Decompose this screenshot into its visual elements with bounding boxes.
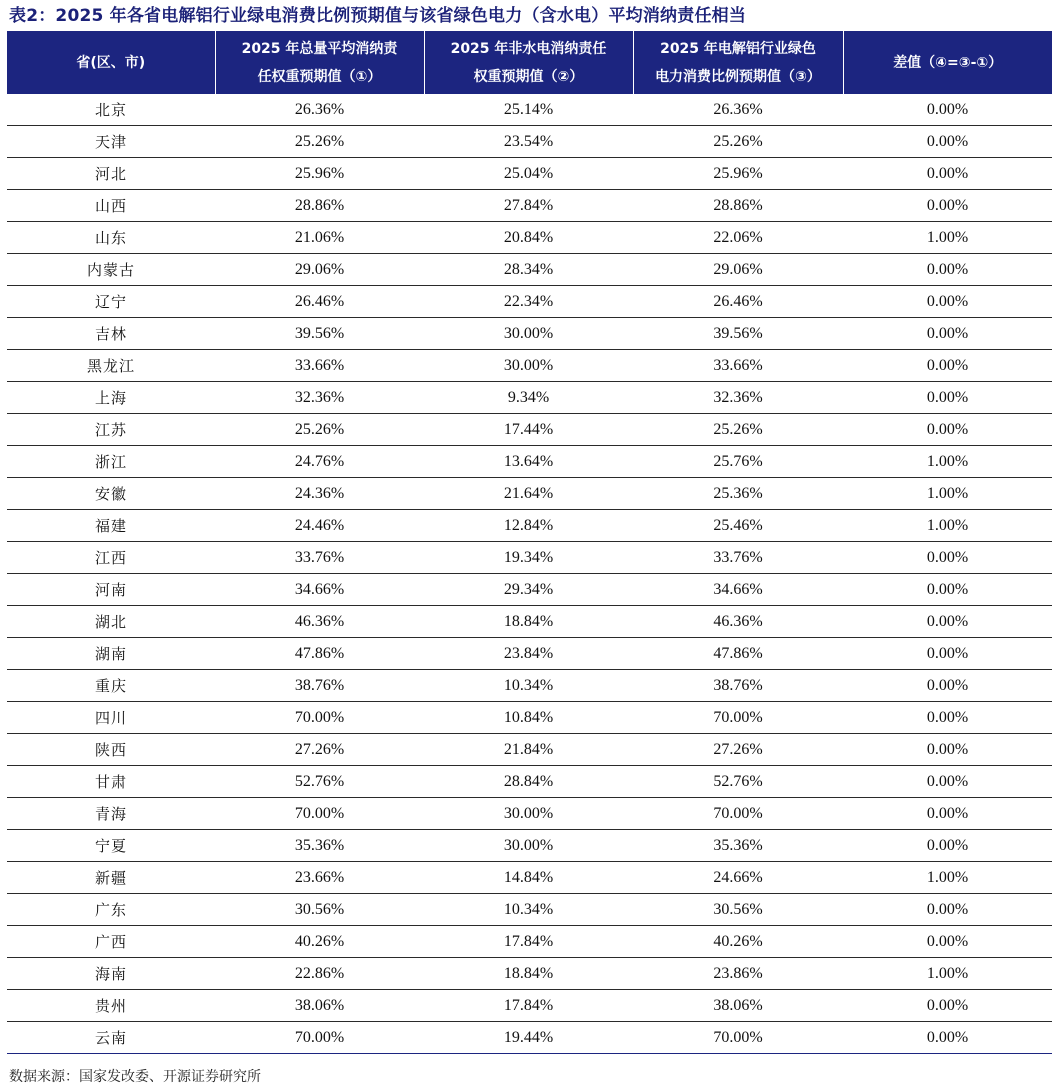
- header-aluminum-green-ratio-line1: 2025 年电解铝行业绿色: [660, 40, 816, 57]
- cell-province: 贵州: [7, 990, 215, 1022]
- cell-total-weight: 24.36%: [215, 478, 424, 510]
- cell-nonhydro-weight: 20.84%: [424, 222, 633, 254]
- cell-nonhydro-weight: 19.44%: [424, 1022, 633, 1054]
- table-row: [7, 638, 1052, 670]
- cell-province: 吉林: [7, 318, 215, 350]
- cell-province: 湖南: [7, 638, 215, 670]
- cell-aluminum-green-ratio: 70.00%: [633, 798, 843, 830]
- cell-aluminum-green-ratio: 39.56%: [633, 318, 843, 350]
- cell-province: 河南: [7, 574, 215, 606]
- cell-province: 黑龙江: [7, 350, 215, 382]
- header-row: [7, 31, 1052, 94]
- cell-total-weight: 52.76%: [215, 766, 424, 798]
- cell-nonhydro-weight: 21.64%: [424, 478, 633, 510]
- cell-difference: 0.00%: [843, 798, 1052, 830]
- cell-difference: 0.00%: [843, 638, 1052, 670]
- cell-total-weight: 33.66%: [215, 350, 424, 382]
- header-difference-label: 差值（④=③-①）: [893, 54, 1003, 71]
- cell-nonhydro-weight: 19.34%: [424, 542, 633, 574]
- table-row: [7, 734, 1052, 766]
- cell-total-weight: 70.00%: [215, 798, 424, 830]
- cell-nonhydro-weight: 23.54%: [424, 126, 633, 158]
- table-row: [7, 318, 1052, 350]
- cell-total-weight: 70.00%: [215, 1022, 424, 1054]
- cell-total-weight: 39.56%: [215, 318, 424, 350]
- data-table: [7, 31, 1052, 1054]
- cell-aluminum-green-ratio: 46.36%: [633, 606, 843, 638]
- cell-nonhydro-weight: 30.00%: [424, 798, 633, 830]
- cell-difference: 0.00%: [843, 574, 1052, 606]
- cell-province: 福建: [7, 510, 215, 542]
- cell-difference: 1.00%: [843, 510, 1052, 542]
- cell-aluminum-green-ratio: 25.46%: [633, 510, 843, 542]
- cell-total-weight: 28.86%: [215, 190, 424, 222]
- cell-nonhydro-weight: 30.00%: [424, 350, 633, 382]
- cell-aluminum-green-ratio: 32.36%: [633, 382, 843, 414]
- cell-total-weight: 40.26%: [215, 926, 424, 958]
- cell-aluminum-green-ratio: 22.06%: [633, 222, 843, 254]
- cell-nonhydro-weight: 10.34%: [424, 670, 633, 702]
- header-total-weight: [215, 31, 424, 94]
- cell-difference: 0.00%: [843, 766, 1052, 798]
- cell-difference: 0.00%: [843, 1022, 1052, 1054]
- cell-province: 海南: [7, 958, 215, 990]
- header-nonhydro-weight-line2: 权重预期值（②）: [473, 68, 584, 85]
- table-row: [7, 350, 1052, 382]
- header-province-label: 省(区、市): [76, 54, 146, 71]
- cell-province: 甘肃: [7, 766, 215, 798]
- cell-nonhydro-weight: 22.34%: [424, 286, 633, 318]
- table-row: [7, 158, 1052, 190]
- table-row: [7, 542, 1052, 574]
- cell-nonhydro-weight: 21.84%: [424, 734, 633, 766]
- cell-difference: 1.00%: [843, 958, 1052, 990]
- cell-difference: 0.00%: [843, 158, 1052, 190]
- cell-aluminum-green-ratio: 23.86%: [633, 958, 843, 990]
- table-row: [7, 478, 1052, 510]
- cell-total-weight: 23.66%: [215, 862, 424, 894]
- table-row: [7, 94, 1052, 126]
- cell-nonhydro-weight: 10.34%: [424, 894, 633, 926]
- cell-aluminum-green-ratio: 26.46%: [633, 286, 843, 318]
- cell-aluminum-green-ratio: 40.26%: [633, 926, 843, 958]
- cell-nonhydro-weight: 23.84%: [424, 638, 633, 670]
- header-nonhydro-weight: [424, 31, 633, 94]
- cell-difference: 0.00%: [843, 990, 1052, 1022]
- cell-total-weight: 25.96%: [215, 158, 424, 190]
- cell-nonhydro-weight: 17.44%: [424, 414, 633, 446]
- table-row: [7, 958, 1052, 990]
- cell-aluminum-green-ratio: 25.96%: [633, 158, 843, 190]
- cell-total-weight: 30.56%: [215, 894, 424, 926]
- cell-province: 江苏: [7, 414, 215, 446]
- cell-aluminum-green-ratio: 52.76%: [633, 766, 843, 798]
- cell-province: 天津: [7, 126, 215, 158]
- cell-difference: 0.00%: [843, 542, 1052, 574]
- header-province: [7, 31, 215, 94]
- table-row: [7, 798, 1052, 830]
- table-row: [7, 446, 1052, 478]
- cell-province: 河北: [7, 158, 215, 190]
- cell-difference: 1.00%: [843, 222, 1052, 254]
- cell-total-weight: 27.26%: [215, 734, 424, 766]
- cell-nonhydro-weight: 28.34%: [424, 254, 633, 286]
- cell-aluminum-green-ratio: 29.06%: [633, 254, 843, 286]
- table-row: [7, 990, 1052, 1022]
- cell-nonhydro-weight: 30.00%: [424, 318, 633, 350]
- table-row: [7, 926, 1052, 958]
- cell-aluminum-green-ratio: 26.36%: [633, 94, 843, 126]
- cell-nonhydro-weight: 9.34%: [424, 382, 633, 414]
- cell-difference: 0.00%: [843, 382, 1052, 414]
- cell-aluminum-green-ratio: 25.36%: [633, 478, 843, 510]
- cell-nonhydro-weight: 25.14%: [424, 94, 633, 126]
- table-row: [7, 894, 1052, 926]
- cell-difference: 0.00%: [843, 606, 1052, 638]
- cell-nonhydro-weight: 29.34%: [424, 574, 633, 606]
- header-total-weight-line2: 任权重预期值（①）: [257, 68, 382, 85]
- header-difference: [843, 31, 1052, 94]
- cell-difference: 1.00%: [843, 446, 1052, 478]
- cell-difference: 0.00%: [843, 350, 1052, 382]
- cell-difference: 0.00%: [843, 926, 1052, 958]
- cell-difference: 1.00%: [843, 478, 1052, 510]
- cell-difference: 0.00%: [843, 286, 1052, 318]
- cell-aluminum-green-ratio: 35.36%: [633, 830, 843, 862]
- cell-province: 陕西: [7, 734, 215, 766]
- cell-aluminum-green-ratio: 28.86%: [633, 190, 843, 222]
- cell-difference: 0.00%: [843, 894, 1052, 926]
- cell-province: 重庆: [7, 670, 215, 702]
- cell-nonhydro-weight: 17.84%: [424, 990, 633, 1022]
- cell-total-weight: 29.06%: [215, 254, 424, 286]
- cell-province: 广东: [7, 894, 215, 926]
- cell-aluminum-green-ratio: 38.76%: [633, 670, 843, 702]
- cell-aluminum-green-ratio: 30.56%: [633, 894, 843, 926]
- cell-province: 辽宁: [7, 286, 215, 318]
- cell-aluminum-green-ratio: 38.06%: [633, 990, 843, 1022]
- cell-province: 山西: [7, 190, 215, 222]
- cell-province: 北京: [7, 94, 215, 126]
- cell-total-weight: 38.76%: [215, 670, 424, 702]
- table-row: [7, 574, 1052, 606]
- source-note: 数据来源：国家发改委、开源证券研究所: [9, 1069, 261, 1085]
- cell-nonhydro-weight: 18.84%: [424, 606, 633, 638]
- cell-difference: 0.00%: [843, 702, 1052, 734]
- table-body: [7, 94, 1052, 1054]
- table-row: [7, 862, 1052, 894]
- cell-aluminum-green-ratio: 24.66%: [633, 862, 843, 894]
- table-row: [7, 670, 1052, 702]
- cell-total-weight: 33.76%: [215, 542, 424, 574]
- cell-total-weight: 25.26%: [215, 126, 424, 158]
- cell-total-weight: 26.46%: [215, 286, 424, 318]
- cell-total-weight: 38.06%: [215, 990, 424, 1022]
- cell-province: 安徽: [7, 478, 215, 510]
- cell-difference: 0.00%: [843, 670, 1052, 702]
- cell-province: 江西: [7, 542, 215, 574]
- table-row: [7, 286, 1052, 318]
- cell-total-weight: 70.00%: [215, 702, 424, 734]
- table-row: [7, 382, 1052, 414]
- cell-aluminum-green-ratio: 34.66%: [633, 574, 843, 606]
- cell-aluminum-green-ratio: 47.86%: [633, 638, 843, 670]
- cell-total-weight: 24.46%: [215, 510, 424, 542]
- cell-nonhydro-weight: 18.84%: [424, 958, 633, 990]
- table-header: [7, 31, 1052, 94]
- cell-total-weight: 21.06%: [215, 222, 424, 254]
- table-row: [7, 414, 1052, 446]
- cell-aluminum-green-ratio: 33.76%: [633, 542, 843, 574]
- cell-total-weight: 34.66%: [215, 574, 424, 606]
- cell-aluminum-green-ratio: 25.26%: [633, 414, 843, 446]
- table-row: [7, 222, 1052, 254]
- cell-difference: 0.00%: [843, 830, 1052, 862]
- cell-total-weight: 32.36%: [215, 382, 424, 414]
- cell-difference: 0.00%: [843, 190, 1052, 222]
- table-row: [7, 510, 1052, 542]
- cell-total-weight: 25.26%: [215, 414, 424, 446]
- cell-nonhydro-weight: 17.84%: [424, 926, 633, 958]
- table-row: [7, 254, 1052, 286]
- cell-difference: 1.00%: [843, 862, 1052, 894]
- cell-aluminum-green-ratio: 25.26%: [633, 126, 843, 158]
- cell-difference: 0.00%: [843, 94, 1052, 126]
- cell-province: 宁夏: [7, 830, 215, 862]
- cell-aluminum-green-ratio: 25.76%: [633, 446, 843, 478]
- table-row: [7, 1022, 1052, 1054]
- header-total-weight-line1: 2025 年总量平均消纳责: [241, 40, 398, 57]
- cell-aluminum-green-ratio: 70.00%: [633, 1022, 843, 1054]
- cell-difference: 0.00%: [843, 318, 1052, 350]
- cell-nonhydro-weight: 27.84%: [424, 190, 633, 222]
- cell-nonhydro-weight: 30.00%: [424, 830, 633, 862]
- cell-nonhydro-weight: 10.84%: [424, 702, 633, 734]
- cell-difference: 0.00%: [843, 254, 1052, 286]
- table-row: [7, 766, 1052, 798]
- cell-province: 广西: [7, 926, 215, 958]
- cell-total-weight: 24.76%: [215, 446, 424, 478]
- header-aluminum-green-ratio: [633, 31, 843, 94]
- cell-aluminum-green-ratio: 33.66%: [633, 350, 843, 382]
- cell-province: 新疆: [7, 862, 215, 894]
- table-row: [7, 126, 1052, 158]
- cell-total-weight: 46.36%: [215, 606, 424, 638]
- cell-province: 青海: [7, 798, 215, 830]
- table-row: [7, 606, 1052, 638]
- header-nonhydro-weight-line1: 2025 年非水电消纳责任: [450, 40, 607, 57]
- cell-total-weight: 35.36%: [215, 830, 424, 862]
- cell-nonhydro-weight: 14.84%: [424, 862, 633, 894]
- cell-difference: 0.00%: [843, 126, 1052, 158]
- cell-nonhydro-weight: 25.04%: [424, 158, 633, 190]
- cell-total-weight: 22.86%: [215, 958, 424, 990]
- cell-nonhydro-weight: 12.84%: [424, 510, 633, 542]
- cell-aluminum-green-ratio: 70.00%: [633, 702, 843, 734]
- table-row: [7, 702, 1052, 734]
- cell-province: 湖北: [7, 606, 215, 638]
- cell-nonhydro-weight: 13.64%: [424, 446, 633, 478]
- table-row: [7, 830, 1052, 862]
- cell-province: 上海: [7, 382, 215, 414]
- cell-province: 四川: [7, 702, 215, 734]
- cell-total-weight: 26.36%: [215, 94, 424, 126]
- cell-nonhydro-weight: 28.84%: [424, 766, 633, 798]
- cell-difference: 0.00%: [843, 414, 1052, 446]
- header-aluminum-green-ratio-line2: 电力消费比例预期值（③）: [655, 68, 821, 85]
- table-row: [7, 190, 1052, 222]
- cell-province: 山东: [7, 222, 215, 254]
- cell-province: 内蒙古: [7, 254, 215, 286]
- table-title: 表2：2025 年各省电解铝行业绿电消费比例预期值与该省绿色电力（含水电）平均消纳责任相当: [9, 6, 747, 26]
- cell-difference: 0.00%: [843, 734, 1052, 766]
- cell-province: 云南: [7, 1022, 215, 1054]
- cell-province: 浙江: [7, 446, 215, 478]
- cell-total-weight: 47.86%: [215, 638, 424, 670]
- cell-aluminum-green-ratio: 27.26%: [633, 734, 843, 766]
